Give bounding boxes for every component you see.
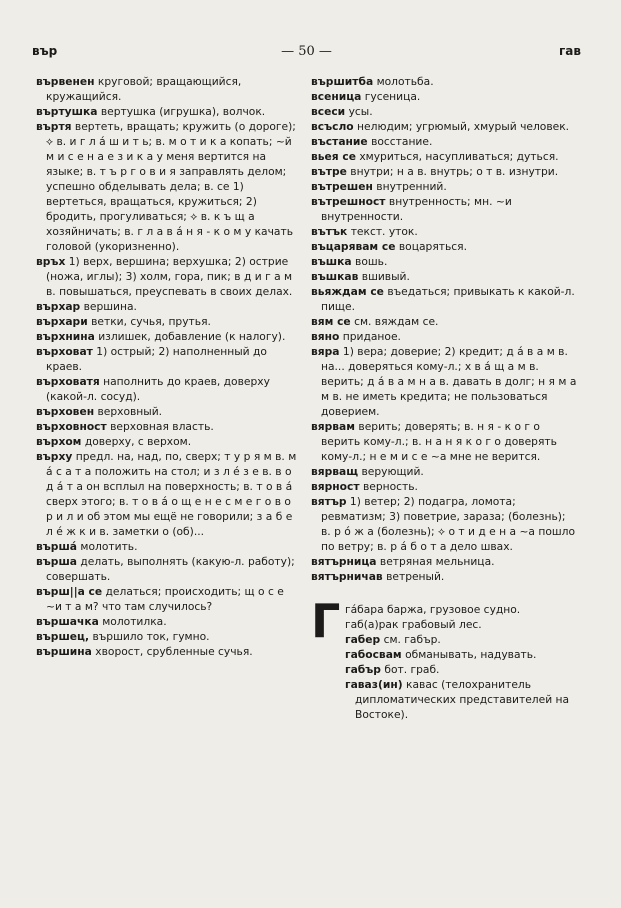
headword: вьея се (311, 150, 356, 163)
headword: върхом (36, 435, 82, 448)
definition: гусеница. (364, 90, 421, 103)
dictionary-entry (345, 662, 577, 677)
definition: габ(а)рак грабовый лес. (345, 618, 482, 631)
dictionary-entry (311, 269, 577, 284)
headword: вършец, (36, 630, 90, 643)
headword: въцарявам се (311, 240, 396, 253)
dictionary-entry (311, 314, 577, 329)
headword: габър (345, 663, 381, 676)
headword: всъсло (311, 120, 354, 133)
headword: въшка (311, 255, 352, 268)
definition: верховная власть. (110, 420, 214, 433)
definition: молотьба. (376, 75, 434, 88)
dictionary-entry (345, 617, 577, 632)
definition: внутренний. (376, 180, 447, 193)
headword: вътрешен (311, 180, 373, 193)
dictionary-entry (36, 449, 298, 539)
headword: връх (36, 255, 66, 268)
headword: върхар (36, 300, 81, 313)
definition: текст. уток. (350, 225, 418, 238)
definition: внутренность; мн. ~и внутренности. (321, 195, 512, 223)
definition: круговой; вращающийся, кружащийся. (46, 75, 242, 103)
definition: внутри; н а в. внутрь; о т в. изнутри. (350, 165, 559, 178)
dictionary-entry (311, 494, 577, 554)
dictionary-entry (36, 584, 298, 614)
dictionary-entry (36, 104, 298, 119)
definition: молотилка. (102, 615, 167, 628)
dictionary-entry (36, 539, 298, 554)
definition: 1) ветер; 2) подагра, ломота; ревматизм; 3) поветрие, зараза; (болезнь); в. р ó ж а (болезнь); ⟡ о т и д е н а ~а пошло по ветру; в. р á б о т а дело швах. (321, 495, 576, 553)
dictionary-entry (345, 602, 577, 617)
definition: излишек, добавление (к налогу). (98, 330, 286, 343)
headword: вьяждам се (311, 285, 384, 298)
headword: върховност (36, 420, 107, 433)
headword: върховатя (36, 375, 100, 388)
definition: хмуриться, насупливаться; дуться. (359, 150, 559, 163)
definition: вшивый. (361, 270, 410, 283)
left-guide-word: вър (32, 44, 58, 58)
definition: вертеть, вращать; кружить (о дороге); ⟡ в. и г л á ш и т ь; в. м о т и к а копать; ~й м и с е н а е з и к а у меня вертится на языке; в. т ъ р г о в и я заправлять делом; успешно обделывать дела; в. се 1) вертеться, вращаться, кружиться; 2) бродить, прогуливаться; ⟡ в. к ъ щ а хозяйничать; в. г л а в á н я - к о м у качать головой (укоризненно). (46, 120, 296, 253)
dictionary-entry (36, 404, 298, 419)
headword: габер (345, 633, 381, 646)
dictionary-entry (311, 104, 577, 119)
dictionary-entry (311, 149, 577, 164)
dictionary-entry (345, 647, 577, 662)
definition: вършило ток, гумно. (92, 630, 210, 643)
definition: доверху, с верхом. (84, 435, 192, 448)
headword: всеница (311, 90, 362, 103)
dictionary-entry (311, 224, 577, 239)
headword: вършина (36, 645, 92, 658)
definition: усы. (348, 105, 373, 118)
headword: вътък (311, 225, 348, 238)
right-guide-word: гав (559, 44, 581, 58)
dictionary-entry (311, 329, 577, 344)
dictionary-entry (345, 632, 577, 647)
headword: въртушка (36, 105, 98, 118)
definition: верить; доверять; в. н я - к о г о верить кому-л.; в. н а н я к о г о доверять кому-л.; н е м и с е ~а мне не верится. (321, 420, 557, 463)
section-letter: Г (311, 594, 341, 648)
section-g-entries (311, 602, 577, 722)
dictionary-entry (36, 374, 298, 404)
definition: молотить. (80, 540, 138, 553)
headword: върховат (36, 345, 93, 358)
dictionary-entry (36, 644, 298, 659)
headword: вървенен (36, 75, 95, 88)
definition: 1) вера; доверие; 2) кредит; д á в а м в. на... доверяться кому-л.; х в á щ а м в. верить; д á в а м н а в. давать в долг; н я м а м в. не иметь кредита; не пользоваться доверием. (321, 345, 577, 418)
definition: ветреный. (386, 570, 445, 583)
headword: вям се (311, 315, 351, 328)
definition: см. габър. (383, 633, 441, 646)
definition: верующий. (361, 465, 424, 478)
definition: нелюдим; угрюмый, хмурый человек. (357, 120, 570, 133)
dictionary-entry (36, 74, 298, 104)
definition: бот. граб. (384, 663, 440, 676)
headword: вяно (311, 330, 340, 343)
definition: воцаряться. (398, 240, 467, 253)
dictionary-entry (36, 329, 298, 344)
definition: см. вяждам се. (354, 315, 439, 328)
page-header (32, 44, 581, 64)
dictionary-entry (311, 569, 577, 584)
definition: восстание. (371, 135, 433, 148)
headword: върховен (36, 405, 95, 418)
headword: вярвам (311, 420, 355, 433)
headword: вятър (311, 495, 347, 508)
dictionary-entry (36, 344, 298, 374)
page-number: — 50 — (281, 44, 332, 59)
dictionary-entry (36, 314, 298, 329)
dictionary-entry (311, 164, 577, 179)
dictionary-entry (311, 464, 577, 479)
dictionary-entry (36, 434, 298, 449)
dictionary-entry (36, 554, 298, 584)
definition: гáбара баржа, грузовое судно. (345, 603, 521, 616)
dictionary-entry (311, 479, 577, 494)
definition: 1) острый; 2) наполненный до краев. (46, 345, 267, 373)
dictionary-entry (311, 344, 577, 419)
dictionary-entry (311, 74, 577, 89)
headword: всеси (311, 105, 346, 118)
headword: габосвам (345, 648, 402, 661)
dictionary-entry (36, 254, 298, 299)
headword: вътре (311, 165, 347, 178)
headword: вятърничав (311, 570, 383, 583)
headword: вършá (36, 540, 78, 553)
definition: вертушка (игрушка), волчок. (100, 105, 266, 118)
headword: вятърница (311, 555, 377, 568)
definition: наполнить до краев, доверху (какой-л. сосуд). (46, 375, 270, 403)
headword: въстание (311, 135, 368, 148)
definition: хворост, срубленные сучья. (95, 645, 253, 658)
definition: ветряная мельница. (379, 555, 495, 568)
definition: вершина. (83, 300, 137, 313)
definition: вошь. (355, 255, 388, 268)
dictionary-entry (311, 194, 577, 224)
dictionary-entry (36, 629, 298, 644)
headword: върху (36, 450, 73, 463)
definition: въедаться; привыкать к какой-л. пище. (321, 285, 575, 313)
headword: върша (36, 555, 78, 568)
definition: обманывать, надувать. (405, 648, 537, 661)
headword: върш||а се (36, 585, 103, 598)
dictionary-entry (311, 89, 577, 104)
dictionary-entry (311, 134, 577, 149)
dictionary-entry (311, 284, 577, 314)
headword: вършитба (311, 75, 374, 88)
headword: върхари (36, 315, 88, 328)
dictionary-entry (311, 119, 577, 134)
definition: делать, выполнять (какую-л. работу); совершать. (46, 555, 295, 583)
dictionary-entry (311, 254, 577, 269)
definition: 1) верх, вершина; верхушка; 2) острие (ножа, иглы); 3) холм, гора, пик; в д и г а м в. повышаться, преуспевать в своих делах. (46, 255, 293, 298)
dictionary-entry (311, 179, 577, 194)
dictionary-entry (311, 419, 577, 464)
definition: верность. (362, 480, 418, 493)
right-column (311, 74, 577, 722)
headword: вяра (311, 345, 340, 358)
dictionary-entry (36, 614, 298, 629)
dictionary-entry (345, 677, 577, 722)
definition: предл. на, над, по, сверх; т у р я м в. м á с а т а положить на стол; и з л é з е в. в о д á т а он всплыл на поверхность; в. т о в á сверх этого; в. т о в á о щ е н е с м е г о в о р и л и об этом мы ещё не говорили; з а б е л é ж к и в. заметки о (об)... (46, 450, 297, 538)
dictionary-entry (311, 239, 577, 254)
headword: вътрешност (311, 195, 386, 208)
definition: приданое. (342, 330, 401, 343)
headword: вярващ (311, 465, 359, 478)
headword: вършачка (36, 615, 99, 628)
headword: върхнина (36, 330, 95, 343)
right-entries (311, 74, 577, 584)
headword: гаваз(ин) (345, 678, 403, 691)
definition: ветки, сучья, прутья. (91, 315, 211, 328)
dictionary-entry (311, 554, 577, 569)
dictionary-entry (36, 119, 298, 254)
left-column (36, 74, 298, 659)
section-g (311, 594, 577, 722)
dictionary-entry (36, 299, 298, 314)
definition: кавас (телохранитель дипломатических представителей на Востоке). (355, 678, 570, 721)
headword: въртя (36, 120, 72, 133)
definition: делаться; происходить; щ о с е ~и т а м? что там случилось? (46, 585, 284, 613)
headword: въшкав (311, 270, 359, 283)
dictionary-entry (36, 419, 298, 434)
headword: вярност (311, 480, 360, 493)
definition: верховный. (97, 405, 163, 418)
